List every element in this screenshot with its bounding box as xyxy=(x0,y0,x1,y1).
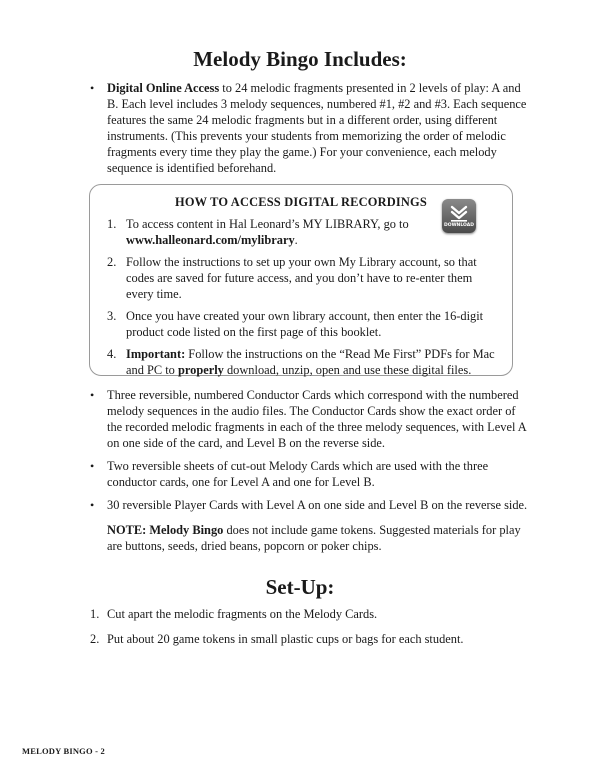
bullet-dot: • xyxy=(90,81,95,95)
step-number: 4. xyxy=(107,347,117,361)
step-1-period: . xyxy=(294,233,298,247)
intro-line-5: fragments every time they play the game.) For your convenience, each melody xyxy=(107,145,497,159)
page-title: Melody Bingo Includes: xyxy=(193,47,407,71)
intro-line-3: features the same 24 melodic fragments but in a different order, using different xyxy=(107,113,498,127)
intro-line-1 xyxy=(107,80,521,96)
conductor-line-4: on one side of the card, and Level B on the reverse side. xyxy=(107,436,386,450)
setup-step-2: Put about 20 game tokens in small plastic cups or bags for each student. xyxy=(107,632,464,646)
note-bold: NOTE: Melody Bingo xyxy=(107,523,224,537)
access-box-title: HOW TO ACCESS DIGITAL RECORDINGS xyxy=(175,195,427,209)
player-cards-line: 30 reversible Player Cards with Level A on one side and Level B on the reverse side. xyxy=(107,498,528,512)
properly-emphasis: properly xyxy=(177,363,224,377)
step-4-line-1 xyxy=(126,346,495,362)
intro-line-6: sequence is identified beforehand. xyxy=(107,161,277,175)
step-4-rest: Follow the instructions on the “Read Me First” PDFs for Mac xyxy=(185,347,495,361)
step-number: 1. xyxy=(107,217,117,231)
intro-bold: Digital Online Access xyxy=(107,81,220,95)
page-footer: MELODY BINGO - 2 xyxy=(22,746,105,756)
bullet-dot: • xyxy=(90,388,95,402)
conductor-line-2: melody sequences in the audio files. The Conductor Cards show the exact order of xyxy=(107,404,516,418)
note-line-2: are buttons, seeds, dried beans, popcorn or poker chips. xyxy=(107,539,382,553)
conductor-line-1: Three reversible, numbered Conductor Cards which correspond with the numbered xyxy=(107,388,519,402)
step-2-line-3: every time. xyxy=(126,287,182,301)
setup-step-number: 1. xyxy=(90,607,100,621)
step-3-line-1: Once you have created your own library account, then enter the 16-digit xyxy=(126,309,484,323)
step-1-line-1: To access content in Hal Leonard’s MY LIBRARY, go to xyxy=(126,217,409,231)
step-2-line-1: Follow the instructions to set up your own My Library account, so that xyxy=(126,255,477,269)
step-number: 2. xyxy=(107,255,117,269)
step-4-tail: download, unzip, open and use these digital files. xyxy=(223,363,472,377)
step-4-pre: and PC to xyxy=(126,363,178,377)
melody-cards-line-1: Two reversible sheets of cut-out Melody Cards which are used with the three xyxy=(107,459,489,473)
step-3-line-2: product code listed on the first page of this booklet. xyxy=(126,325,382,339)
intro-rest: to 24 melodic fragments presented in 2 levels of play: A and xyxy=(219,81,521,95)
setup-step-number: 2. xyxy=(90,632,100,646)
setup-heading: Set-Up: xyxy=(265,575,335,599)
step-number: 3. xyxy=(107,309,117,323)
note-line-1 xyxy=(107,522,521,538)
intro-line-2: B. Each level includes 3 melody sequences, numbered #1, #2 and #3. Each sequence xyxy=(107,97,527,111)
bullet-dot: • xyxy=(90,498,95,512)
step-4-line-2 xyxy=(126,362,471,378)
step-1-line-2 xyxy=(126,232,298,248)
access-box xyxy=(89,184,513,376)
note-rest: does not include game tokens. Suggested materials for play xyxy=(223,523,521,537)
library-url: www.halleonard.com/mylibrary xyxy=(126,233,295,247)
setup-step-1: Cut apart the melodic fragments on the Melody Cards. xyxy=(107,607,378,621)
bullet-dot: • xyxy=(90,459,95,473)
important-label: Important: xyxy=(126,347,186,361)
download-icon xyxy=(442,199,476,233)
conductor-line-3: the recorded melodic fragments in each of the three melody sequences, with Level A xyxy=(107,420,527,434)
download-icon-label: DOWNLOAD xyxy=(444,223,474,228)
intro-line-4: instruments. (This prevents your students from memorizing the order of melodic xyxy=(107,129,506,143)
melody-cards-line-2: conductor cards, one for Level A and one for Level B. xyxy=(107,475,375,489)
step-2-line-2: codes are saved for future access, and you don’t have to re-enter them xyxy=(126,271,473,285)
